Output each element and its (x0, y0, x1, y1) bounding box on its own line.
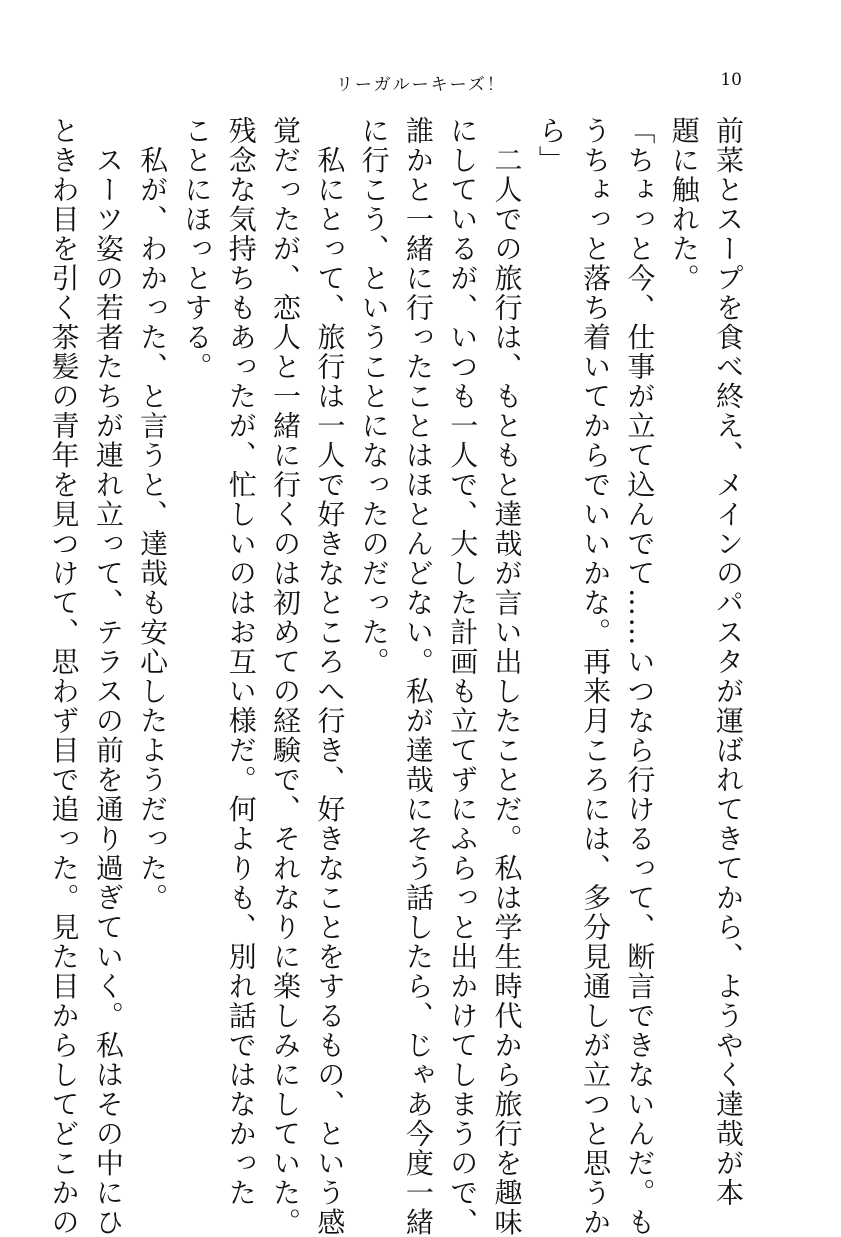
text-line: にしているが、いつも一人で、大した計画も立てずにふらっと出かけてしまうので、 (446, 116, 480, 1237)
text-line: 私にとって、旅行は一人で好きなところへ行き、好きなことをするもの、という感 (313, 116, 347, 1237)
text-line: に行こう、ということになったのだった。 (357, 116, 391, 677)
text-line: 残念な気持ちもあったが、忙しいのはお互い様だ。何よりも、別れ話ではなかった (224, 116, 258, 1208)
text-line: 覚だったが、恋人と一緒に行くのは初めての経験で、それなりに楽しみにしていた。 (269, 116, 303, 1237)
text-line: 題に触れた。 (667, 116, 701, 293)
text-line: ら」 (534, 116, 568, 175)
text-line: 二人での旅行は、もともと達哉が言い出したことだ。私は学生時代から旅行を趣味 (490, 116, 524, 1237)
text-line: 私が、わかった、と言うと、達哉も安心したようだった。 (136, 116, 170, 913)
text-line: ときわ目を引く茶髪の青年を見つけて、思わず目で追った。見た目からしてどこかの (47, 116, 81, 1237)
page-number: 10 (720, 70, 742, 90)
running-header-title: リーガルーキーズ！ (336, 75, 506, 95)
text-line: ことにほっとする。 (180, 116, 214, 382)
text-line: 「ちょっと今、仕事が立て込んでて……いつなら行けるって、断言できないんだ。も (623, 116, 657, 1237)
text-block (41, 116, 750, 1237)
text-line: うちょっと落ち着いてからでいいかな。再来月ころには、多分見通しが立つと思うか (579, 116, 613, 1237)
text-line: 前菜とスープを食べ終え、メインのパスタが運ばれてきてから、ようやく達哉が本 (712, 116, 745, 1208)
text-line: 誰かと一緒に行ったことはほとんどない。私が達哉にそう話したら、じゃあ今度一緒 (401, 116, 435, 1237)
vertical-body-text (47, 116, 750, 1237)
text-line: スーツ姿の若者たちが連れ立って、テラスの前を通り過ぎていく。私はその中にひ (91, 116, 125, 1237)
